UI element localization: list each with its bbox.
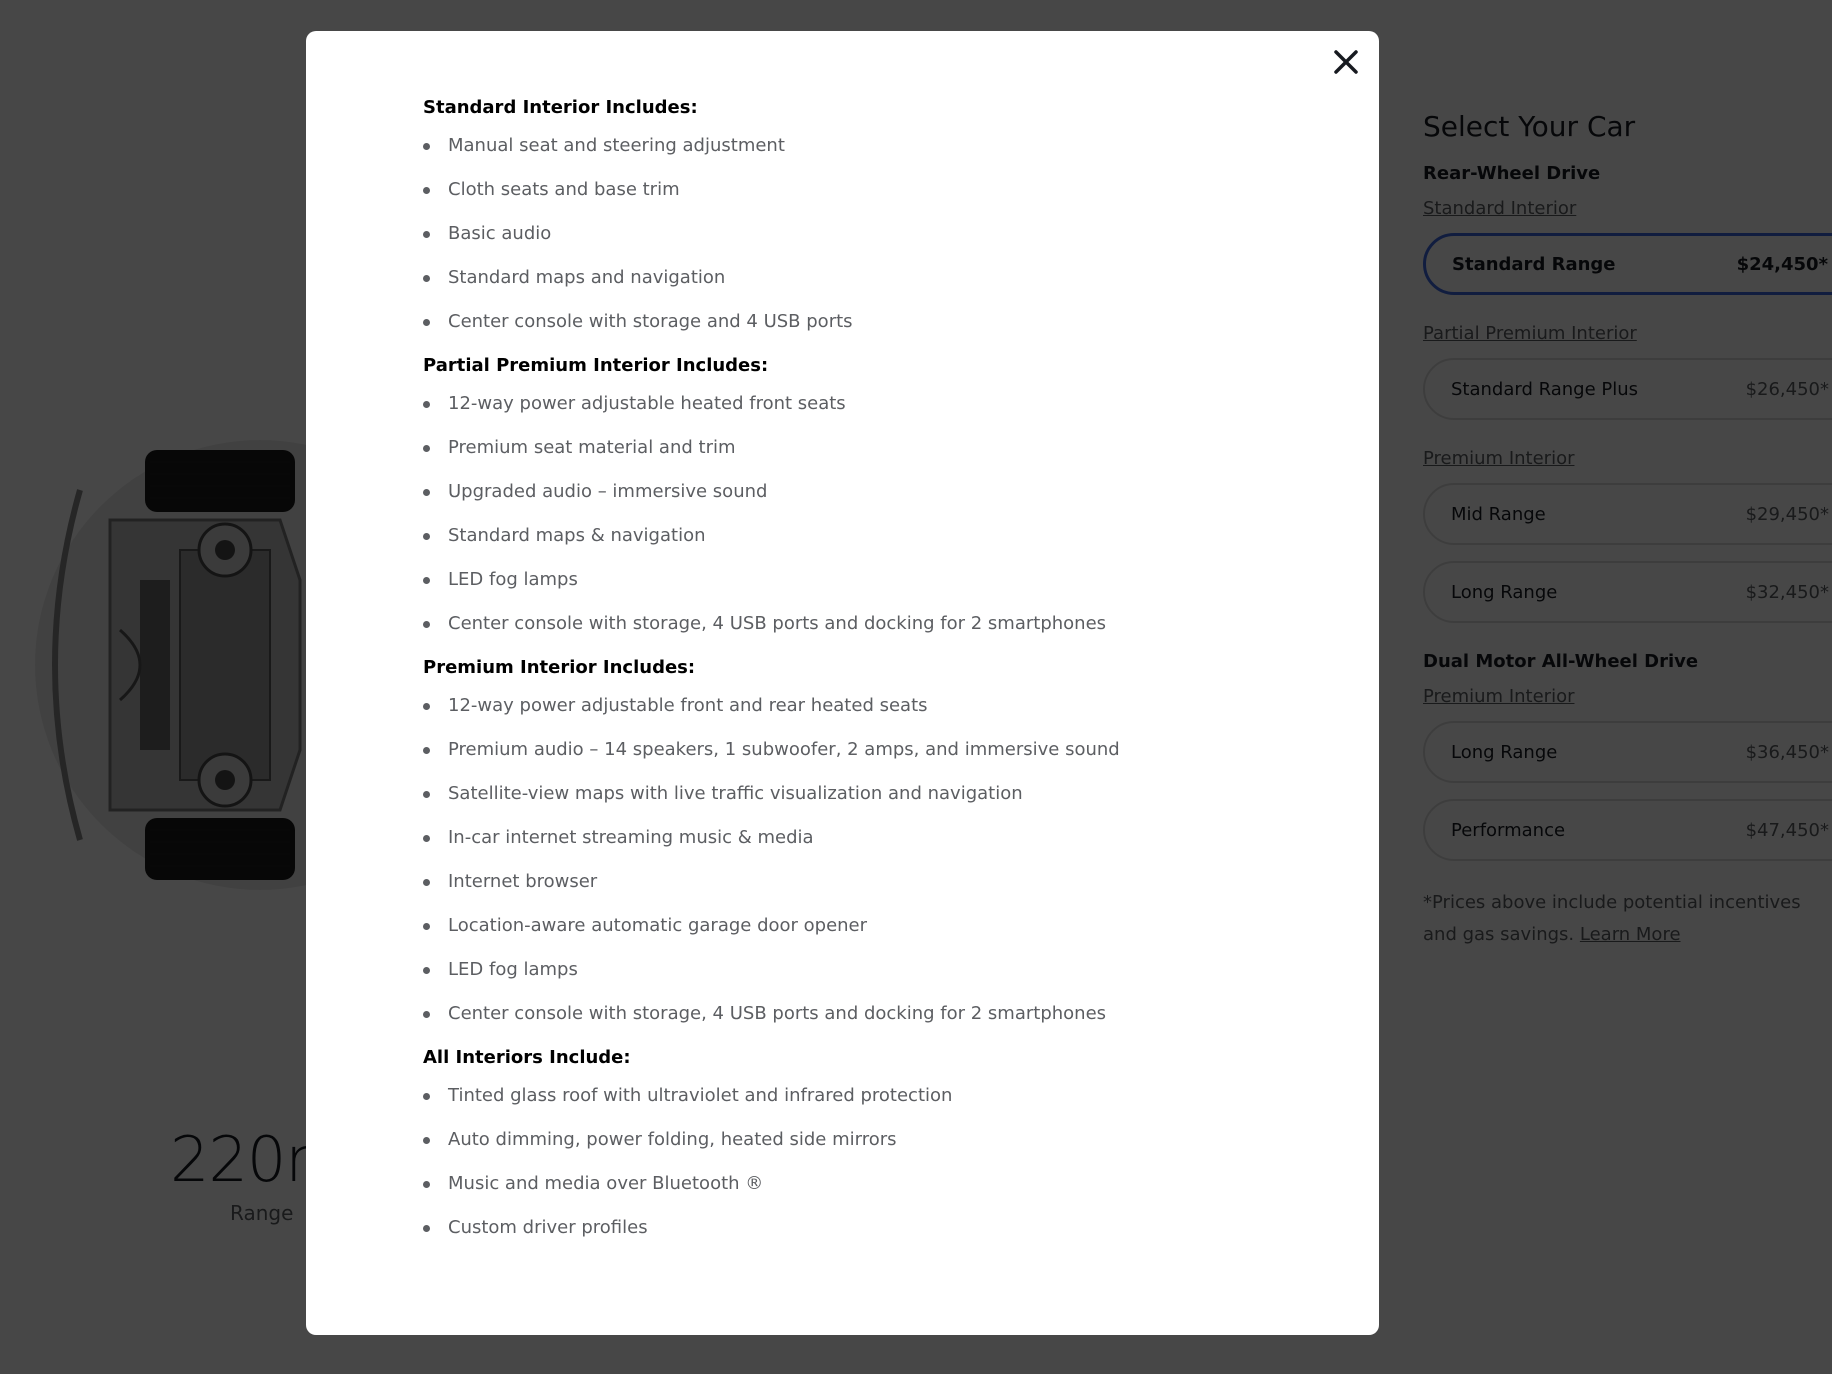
feature-list-all-interiors xyxy=(423,1084,1303,1240)
list-item: Center console with storage and 4 USB ports xyxy=(423,310,1303,334)
list-item: Upgraded audio – immersive sound xyxy=(423,480,1303,504)
list-item: Custom driver profiles xyxy=(423,1216,1303,1240)
section-title-partial-premium: Partial Premium Interior Includes: xyxy=(423,355,769,376)
list-item: In-car internet streaming music & media xyxy=(423,826,1303,850)
list-item: 12-way power adjustable front and rear heated seats xyxy=(423,694,1303,718)
feature-list-premium xyxy=(423,694,1303,1026)
list-item: Manual seat and steering adjustment xyxy=(423,134,1303,158)
list-item: Location-aware automatic garage door opener xyxy=(423,914,1303,938)
list-item: Premium seat material and trim xyxy=(423,436,1303,460)
section-title-standard: Standard Interior Includes: xyxy=(423,97,698,118)
list-item: Cloth seats and base trim xyxy=(423,178,1303,202)
list-item: Music and media over Bluetooth ® xyxy=(423,1172,1303,1196)
list-item: Center console with storage, 4 USB ports and docking for 2 smartphones xyxy=(423,612,1303,636)
list-item: Basic audio xyxy=(423,222,1303,246)
modal-content xyxy=(423,96,1303,1260)
interior-features-modal xyxy=(306,31,1379,1335)
feature-list-standard xyxy=(423,134,1303,334)
list-item: Satellite-view maps with live traffic visualization and navigation xyxy=(423,782,1303,806)
list-item: Standard maps and navigation xyxy=(423,266,1303,290)
list-item: Tinted glass roof with ultraviolet and infrared protection xyxy=(423,1084,1303,1108)
list-item: Internet browser xyxy=(423,870,1303,894)
list-item: LED fog lamps xyxy=(423,568,1303,592)
close-icon[interactable] xyxy=(1329,45,1363,79)
list-item: Standard maps & navigation xyxy=(423,524,1303,548)
list-item: Center console with storage, 4 USB ports and docking for 2 smartphones xyxy=(423,1002,1303,1026)
feature-list-partial-premium xyxy=(423,392,1303,636)
list-item: Auto dimming, power folding, heated side mirrors xyxy=(423,1128,1303,1152)
list-item: 12-way power adjustable heated front seats xyxy=(423,392,1303,416)
section-title-premium: Premium Interior Includes: xyxy=(423,657,696,678)
list-item: LED fog lamps xyxy=(423,958,1303,982)
list-item: Premium audio – 14 speakers, 1 subwoofer, 2 amps, and immersive sound xyxy=(423,738,1303,762)
section-title-all-interiors: All Interiors Include: xyxy=(423,1047,631,1068)
